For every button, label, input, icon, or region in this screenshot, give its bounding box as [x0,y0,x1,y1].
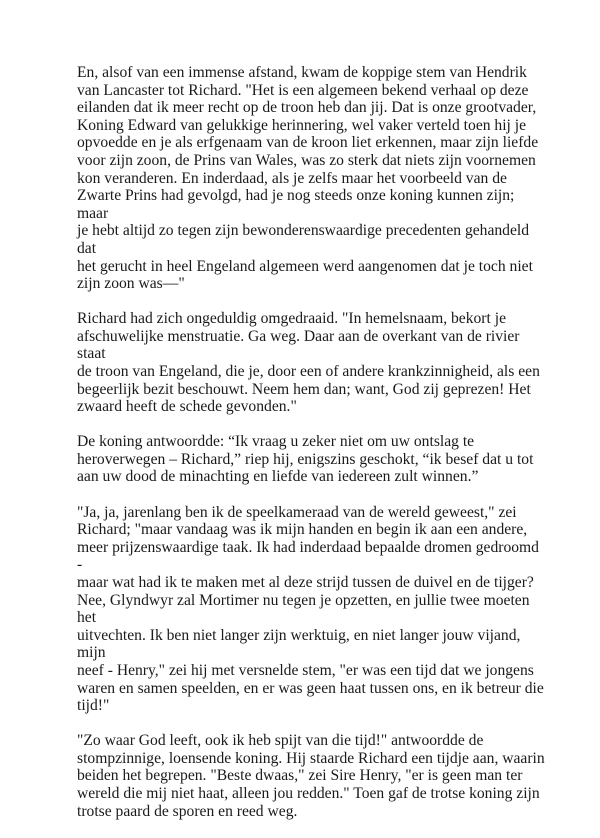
paragraph-1: En, alsof van een immense afstand, kwam de koppige stem van Hendrik van Lancaster tot Richard. "Het is een algemeen bekend verhaal op deze eilanden dat ik meer recht op de troon heb dan jij. Dat is onze grootvader, Koning Edward van gelukkige herinnering, wel vaker verteld toen hij je opvoedde en je als erfgenaam van de kroon liet erkennen, maar zijn liefde voor zijn zoon, de Prins van Wales, was zo sterk dat niets zijn voornemen kon veranderen. En inderdaad, als je zelfs maar het voorbeeld van de Zwarte Prins had gevolgd, had je nog steeds onze koning kunnen zijn; maar je hebt altijd zo tegen zijn bewonderenswaardige precedenten gehandeld dat het gerucht in heel Engeland algemeen werd aangenomen dat je toch niet zijn zoon was—" [77,64,539,293]
document-page [77,64,545,838]
paragraph-4: "Ja, ja, jarenlang ben ik de speelkameraad van de wereld geweest," zei Richard; "maar vandaag was ik mijn handen en begin ik aan een andere, meer prijzenswaardige taak. Ik had inderdaad bepaalde dromen gedroomd - maar wat had ik te maken met al deze strijd tussen de duivel en de tijger? Nee, Glyndwyr zal Mortimer nu tegen je opzetten, en jullie twee moeten het uitvechten. Ik ben niet langer zijn werktuig, en niet langer jouw vijand, mijn neef - Henry," zei hij met versnelde stem, "er was een tijd dat we jongens waren en samen speelden, en er was geen haat tussen ons, en ik betreur die tijd!" [77,503,544,715]
paragraph-2: Richard had zich ongeduldig omgedraaid. "In hemelsnaam, bekort je afschuwelijke menstruatie. Ga weg. Daar aan de overkant van de rivier staat de troon van Engeland, die je, door een of andere krankzinnigheid, als een begeerlijk bezit beschouwt. Neem hem dan; want, God zij geprezen! Het zwaard heeft de schede gevonden." [77,310,540,416]
paragraph-3: De koning antwoordde: “Ik vraag u zeker niet om uw ontslag te heroverwegen – Richard,” riep hij, enigszins geschokt, “ik besef dat u tot aan uw dood de minachting en liefde van iedereen zult winnen.” [77,433,534,486]
paragraph-5: "Zo waar God leeft, ook ik heb spijt van die tijd!" antwoordde de stompzinnige, loensende koning. Hij staarde Richard een tijdje aan, waarin beiden het begrepen. "Beste dwaas," zei Sire Henry, "er is geen man ter wereld die mij niet haat, alleen jou redden." Toen gaf de trotse koning zijn trotse paard de sporen en reed weg. [77,732,545,820]
